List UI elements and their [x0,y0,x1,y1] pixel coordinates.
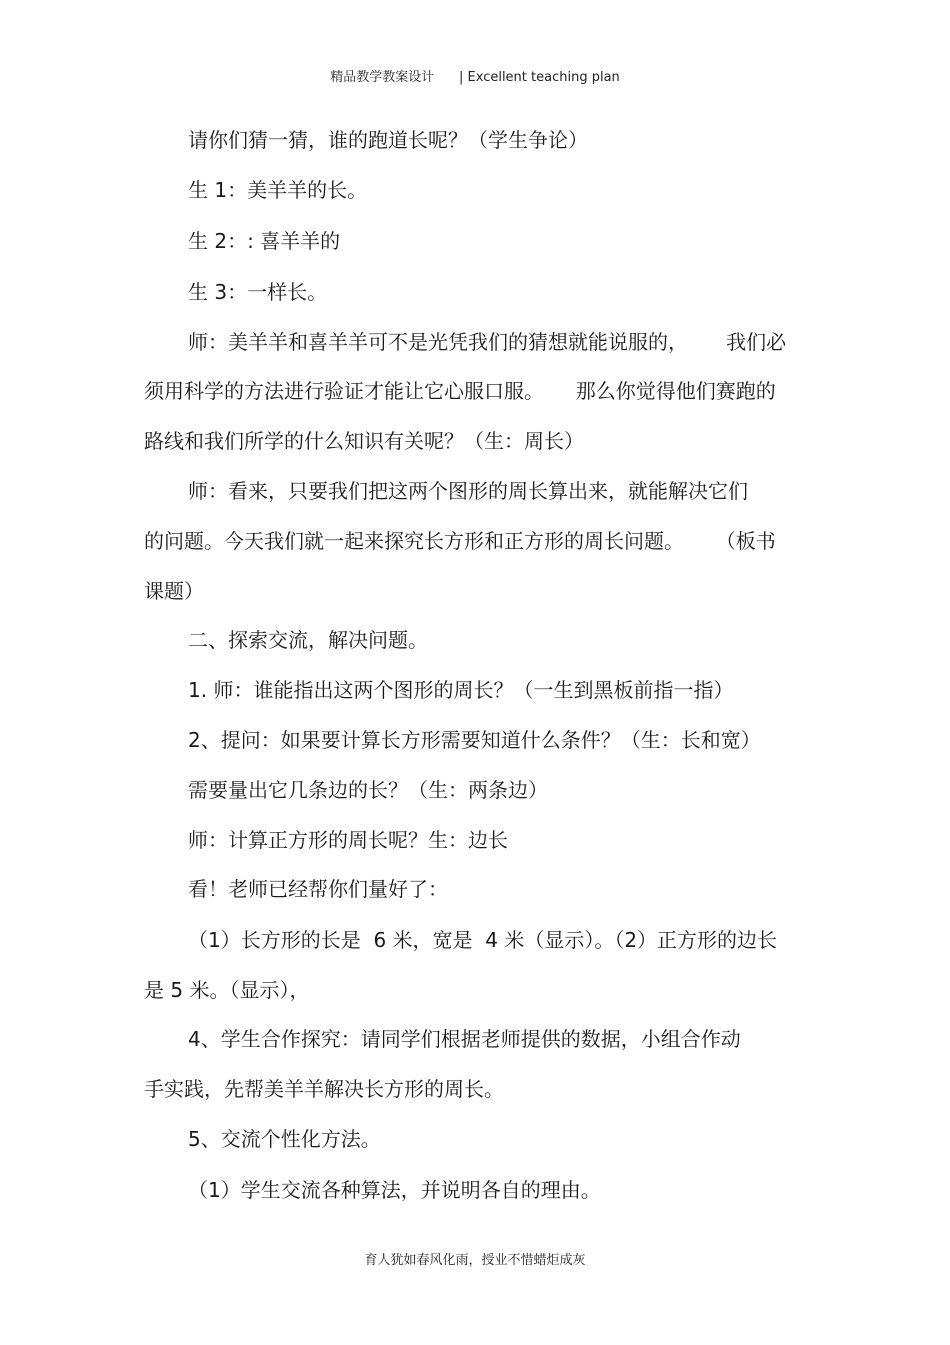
text-line: 须用科学的方法进行验证才能让它心服口服。 那么你觉得他们赛跑的 [144,379,776,403]
text-line: 4、学生合作探究：请同学们根据老师提供的数据，小组合作动 [188,1027,741,1051]
text-line: （1）长方形的长是 6 米，宽是 4 米（显示）。（2）正方形的边长 [188,928,778,952]
text-line: 2、提问：如果要计算长方形需要知道什么条件？（生：长和宽） [188,728,761,752]
text-line: （1）学生交流各种算法，并说明各自的理由。 [188,1178,601,1202]
text-line: 1. 师：谁能指出这两个图形的周长？（一生到黑板前指一指） [188,678,734,702]
page-footer: 育人犹如春风化雨，授业不惜蜡炬成灰 [364,1253,586,1268]
text-line: 的问题。今天我们就一起来探究长方形和正方形的周长问题。 （板书 [144,529,776,553]
text-line: 看！老师已经帮你们量好了： [188,877,448,901]
text-line: 生 3：一样长。 [188,280,328,304]
text-line: 师：计算正方形的周长呢？生：边长 [188,828,508,852]
text-line: 师：看来，只要我们把这两个图形的周长算出来，就能解决它们 [188,479,748,503]
text-line: 5、交流个性化方法。 [188,1127,381,1151]
page-header: 精品教学教案设计 | Excellent teaching plan [330,70,620,85]
text-line: 需要量出它几条边的长？（生：两条边） [188,778,548,802]
text-line: 生 2：: 喜羊羊的 [188,229,341,253]
text-line: 手实践，先帮美羊羊解决长方形的周长。 [144,1077,504,1101]
text-line: 路线和我们所学的什么知识有关呢？（生：周长） [144,429,584,453]
text-line: 师：美羊羊和喜羊羊可不是光凭我们的猜想就能说服的， 我们必 [188,330,787,354]
text-line: 请你们猜一猜，谁的跑道长呢？（学生争论） [188,128,588,152]
text-line: 课题） [144,579,204,603]
text-line: 是 5 米。（显示）， [144,978,310,1002]
text-line: 生 1：美羊羊的长。 [188,178,368,202]
text-line: 二、探索交流，解决问题。 [188,628,428,652]
